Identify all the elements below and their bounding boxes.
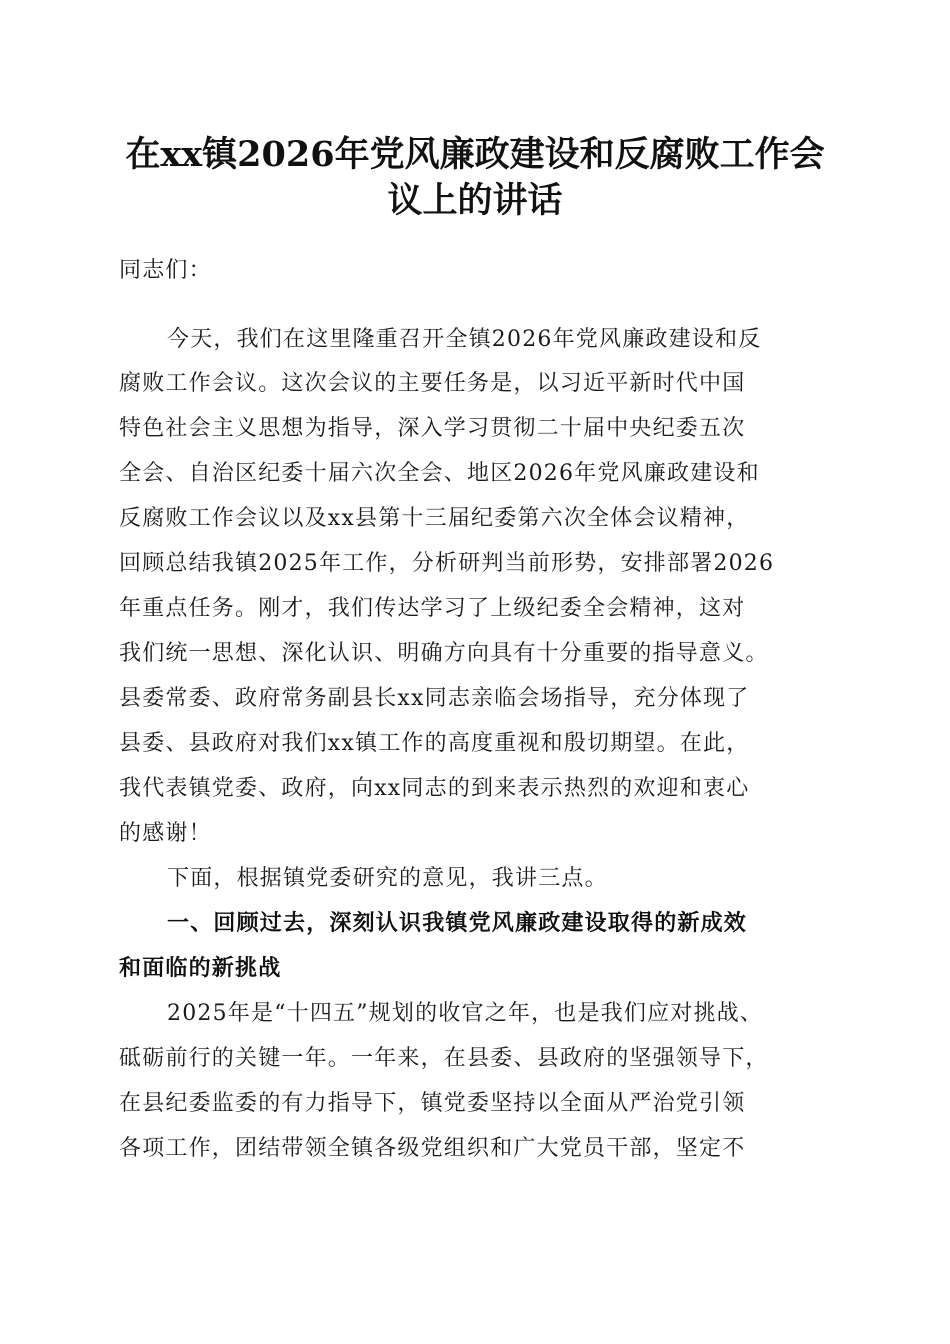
paragraph-line: 县委、县政府对我们xx镇工作的高度重视和殷切期望。在此，	[119, 731, 750, 756]
paragraph-line: 年重点任务。刚才，我们传达学习了上级纪委全会精神，这对	[119, 596, 746, 621]
section-heading: 一、回顾过去，深刻认识我镇党风廉政建设取得的新成效	[167, 911, 748, 936]
section-heading-continued: 和面临的新挑战	[119, 956, 282, 981]
paragraph-line: 2025年是“十四五”规划的收官之年，也是我们应对挑战、	[167, 1001, 764, 1026]
paragraph-line: 回顾总结我镇2025年工作，分析研判当前形势，安排部署2026	[119, 551, 775, 576]
document-title	[118, 132, 832, 224]
paragraph-line: 县委常委、政府常务副县长xx同志亲临会场指导，充分体现了	[119, 686, 750, 711]
paragraph-line: 腐败工作会议。这次会议的主要任务是，以习近平新时代中国	[119, 371, 746, 396]
paragraph-line: 全会、自治区纪委十届六次全会、地区2026年党风廉政建设和	[119, 461, 760, 486]
paragraph-line: 我们统一思想、深化认识、明确方向具有十分重要的指导意义。	[119, 641, 769, 666]
paragraph-line: 我代表镇党委、政府，向xx同志的到来表示热烈的欢迎和衷心	[119, 776, 750, 801]
title-line-1: 在xx镇2026年党风廉政建设和反腐败工作会	[125, 134, 825, 175]
paragraph-line: 下面，根据镇党委研究的意见，我讲三点。	[167, 866, 608, 891]
salutation: 同志们：	[119, 258, 212, 283]
title-line-2: 议上的讲话	[387, 180, 563, 221]
paragraph-line: 的感谢！	[119, 821, 212, 846]
paragraph-line: 各项工作，团结带领全镇各级党组织和广大党员干部，坚定不	[119, 1136, 746, 1161]
paragraph-line: 砥砺前行的关键一年。一年来，在县委、县政府的坚强领导下，	[119, 1046, 769, 1071]
paragraph-line: 今天，我们在这里隆重召开全镇2026年党风廉政建设和反	[167, 327, 762, 352]
paragraph-line: 反腐败工作会议以及xx县第十三届纪委第六次全体会议精神，	[119, 506, 750, 531]
paragraph-line: 特色社会主义思想为指导，深入学习贯彻二十届中央纪委五次	[119, 416, 746, 441]
paragraph-line: 在县纪委监委的有力指导下，镇党委坚持以全面从严治党引领	[119, 1091, 746, 1116]
